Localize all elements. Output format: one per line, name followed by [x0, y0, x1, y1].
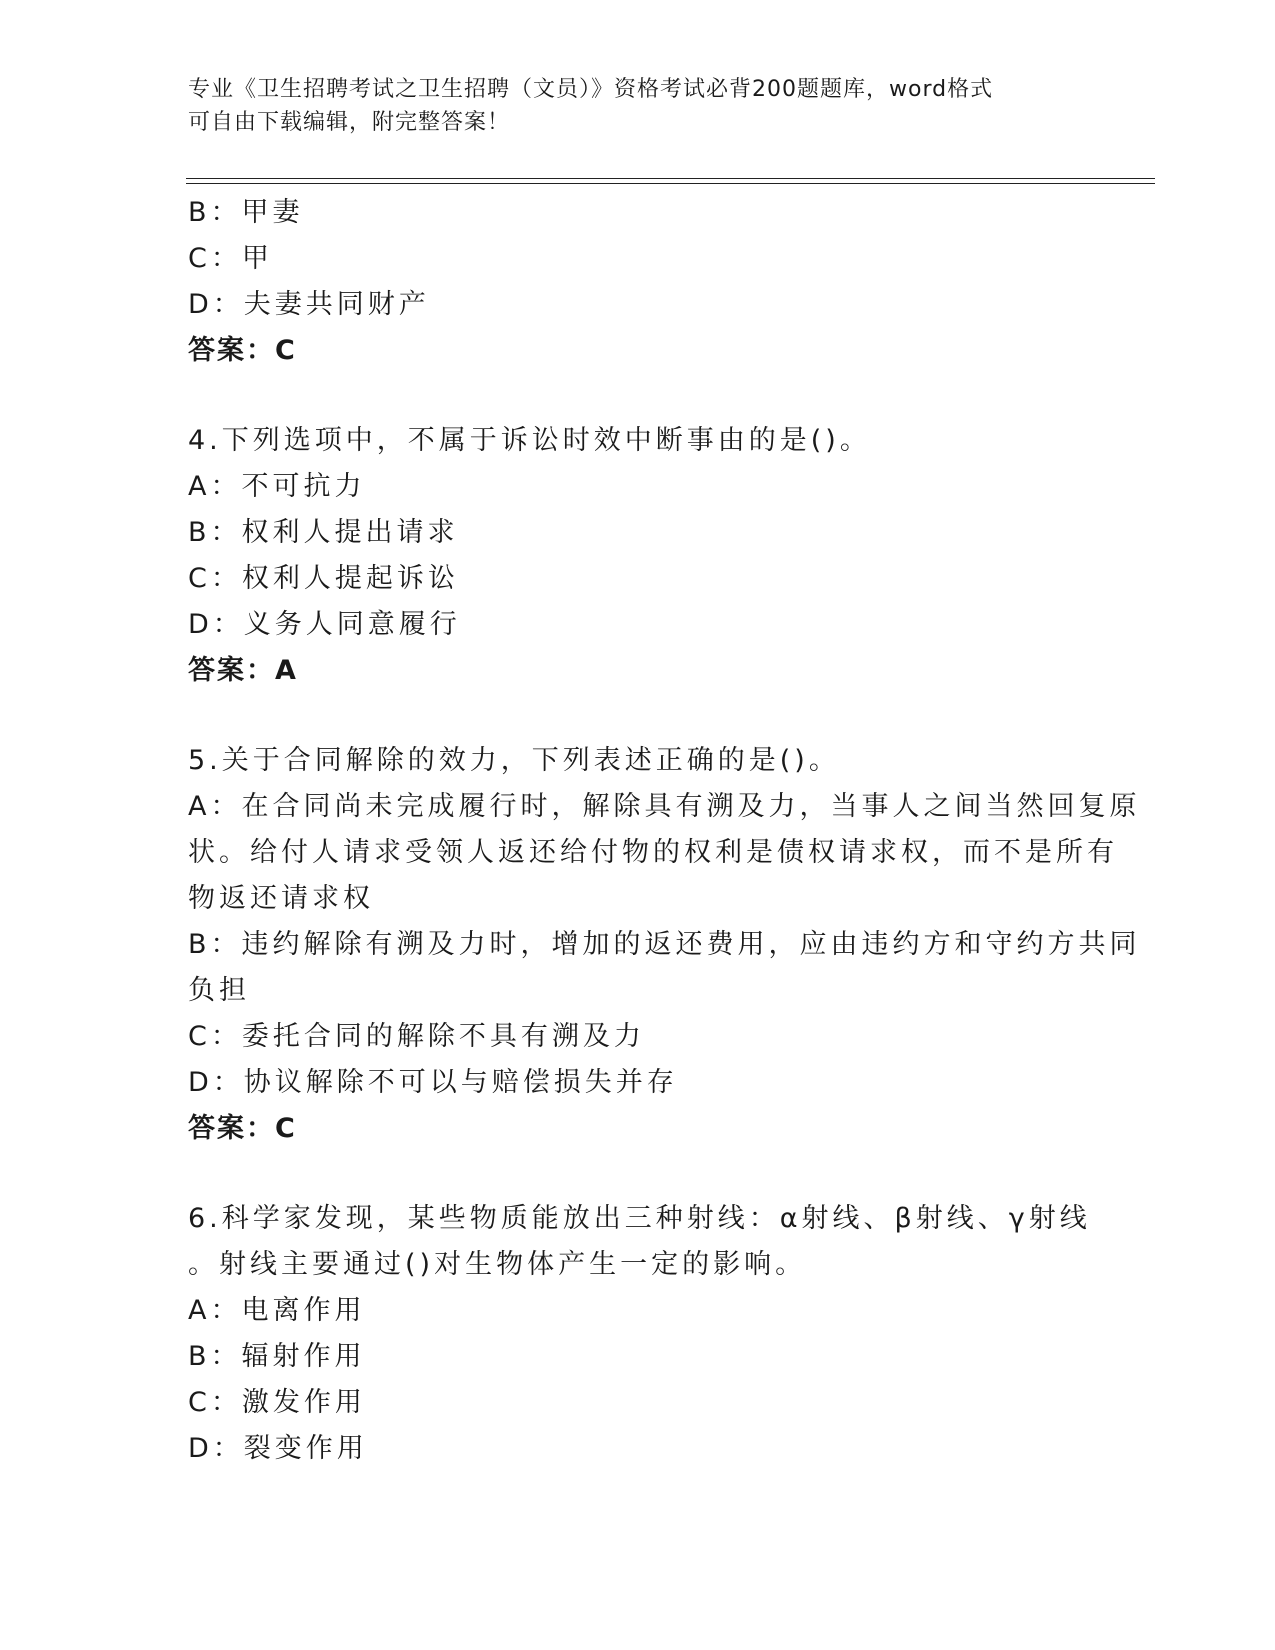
question-6 — [188, 1196, 1091, 1472]
header-divider-bottom — [186, 183, 1155, 184]
option-a: A：不可抗力 — [188, 471, 366, 502]
option-a-line-2: 状。给付人请求受领人返还给付物的权利是债权请求权，而不是所有 — [188, 837, 1118, 868]
option-a-line-3: 物返还请求权 — [188, 883, 374, 914]
document-body — [188, 190, 1141, 1472]
spacer — [188, 1152, 1088, 1196]
answer: 答案：C — [188, 1113, 297, 1144]
header-line-2: 可自由下载编辑，附完整答案！ — [188, 110, 511, 135]
option-b: B：甲妻 — [188, 197, 304, 228]
option-c: C：委托合同的解除不具有溯及力 — [188, 1021, 645, 1052]
option-a: A：电离作用 — [188, 1295, 366, 1326]
header-divider-top — [186, 178, 1155, 179]
option-d: D：协议解除不可以与赔偿损失并存 — [188, 1067, 678, 1098]
answer: 答案：A — [188, 655, 298, 686]
option-c: C：权利人提起诉讼 — [188, 563, 459, 594]
spacer — [188, 374, 1088, 418]
option-b: B：权利人提出请求 — [188, 517, 459, 548]
question-text: 4.下列选项中，不属于诉讼时效中断事由的是()。 — [188, 425, 871, 456]
option-d: D：夫妻共同财产 — [188, 289, 430, 320]
question-text-line-1: 6.科学家发现，某些物质能放出三种射线：α射线、β射线、γ射线 — [188, 1203, 1091, 1234]
question-5 — [188, 738, 1141, 1152]
option-c: C：激发作用 — [188, 1387, 366, 1418]
question-text-line-2: 。射线主要通过()对生物体产生一定的影响。 — [188, 1249, 807, 1280]
option-b-line-2: 负担 — [188, 975, 250, 1006]
document-header — [188, 73, 1088, 139]
spacer — [188, 694, 1088, 738]
question-4 — [188, 418, 1088, 694]
option-c: C：甲 — [188, 243, 273, 274]
option-b: B：辐射作用 — [188, 1341, 366, 1372]
option-d: D：裂变作用 — [188, 1433, 368, 1464]
question-3-tail — [188, 190, 1088, 374]
option-a-line-1: A：在合同尚未完成履行时，解除具有溯及力，当事人之间当然回复原 — [188, 791, 1141, 822]
header-line-1: 专业《卫生招聘考试之卫生招聘（文员）》资格考试必背200题题库，word格式 — [188, 77, 994, 102]
answer: 答案：C — [188, 335, 297, 366]
option-d: D：义务人同意履行 — [188, 609, 461, 640]
option-b-line-1: B：违约解除有溯及力时，增加的返还费用，应由违约方和守约方共同 — [188, 929, 1141, 960]
question-text: 5.关于合同解除的效力，下列表述正确的是()。 — [188, 745, 840, 776]
